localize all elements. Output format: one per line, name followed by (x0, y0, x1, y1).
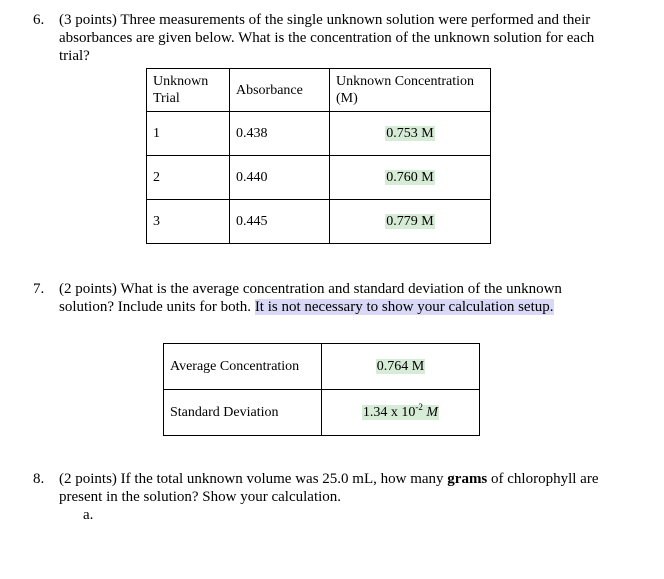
question-8-sub-a: a. (83, 507, 94, 523)
table-row (164, 390, 480, 436)
concentration-answer: 0.753 M (386, 126, 434, 141)
absorbance-cell: 0.438 (230, 112, 330, 156)
header-concentration: Unknown Concentration (M) (330, 69, 491, 112)
question-8-line-1-end: of chlorophyll are (487, 471, 599, 487)
question-8-line-2: present in the solution? Show your calculation. (59, 489, 342, 505)
question-8-number: 8. (33, 471, 45, 487)
concentration-cell (330, 200, 491, 244)
table-row (147, 200, 491, 244)
question-8-line-1 (59, 470, 664, 488)
question-6-line-3: trial? (59, 48, 90, 64)
concentration-cell (330, 156, 491, 200)
question-7-line-2 (59, 298, 664, 316)
trial-cell: 3 (147, 200, 230, 244)
stdev-exponent: -2 (415, 402, 423, 412)
question-6-line-1: (3 points) Three measurements of the single unknown solution were performed and their (59, 12, 591, 28)
stdev-base: 1.34 x 10 (362, 405, 416, 420)
question-8-line-1-start: (2 points) If the total unknown volume was 25.0 mL, how many (59, 471, 448, 487)
question-7-line-2-start: solution? Include units for both. (59, 299, 255, 315)
table-row (147, 112, 491, 156)
concentration-table (146, 68, 491, 244)
absorbance-cell: 0.445 (230, 200, 330, 244)
trial-cell: 2 (147, 156, 230, 200)
average-value-cell (322, 344, 480, 390)
trial-cell: 1 (147, 112, 230, 156)
table-row (147, 156, 491, 200)
stdev-label: Standard Deviation (164, 390, 322, 436)
question-7-number: 7. (33, 281, 45, 297)
concentration-answer: 0.760 M (386, 170, 434, 185)
question-8-bold-word: grams (447, 471, 488, 487)
highlighted-instruction: It is not necessary to show your calculation setup. (254, 299, 554, 315)
absorbance-cell: 0.440 (230, 156, 330, 200)
average-value: 0.764 M (376, 359, 425, 374)
header-absorbance: Absorbance (230, 69, 330, 112)
stdev-value-cell (322, 390, 480, 436)
concentration-answer: 0.779 M (386, 214, 434, 229)
question-7-line-1: (2 points) What is the average concentration and standard deviation of the unknown (59, 281, 562, 297)
question-6-text (59, 11, 664, 65)
question-6-line-2: absorbances are given below. What is the concentration of the unknown solution for each (59, 30, 595, 46)
question-6-number: 6. (33, 12, 45, 28)
question-8-text (59, 470, 664, 524)
statistics-table (163, 343, 480, 436)
stdev-unit: M (426, 405, 439, 420)
table-row (164, 344, 480, 390)
header-trial: Unknown Trial (147, 69, 230, 112)
concentration-table-header (147, 69, 491, 112)
average-label: Average Concentration (164, 344, 322, 390)
question-7-text (59, 280, 664, 316)
concentration-cell (330, 112, 491, 156)
stdev-value (362, 402, 439, 420)
